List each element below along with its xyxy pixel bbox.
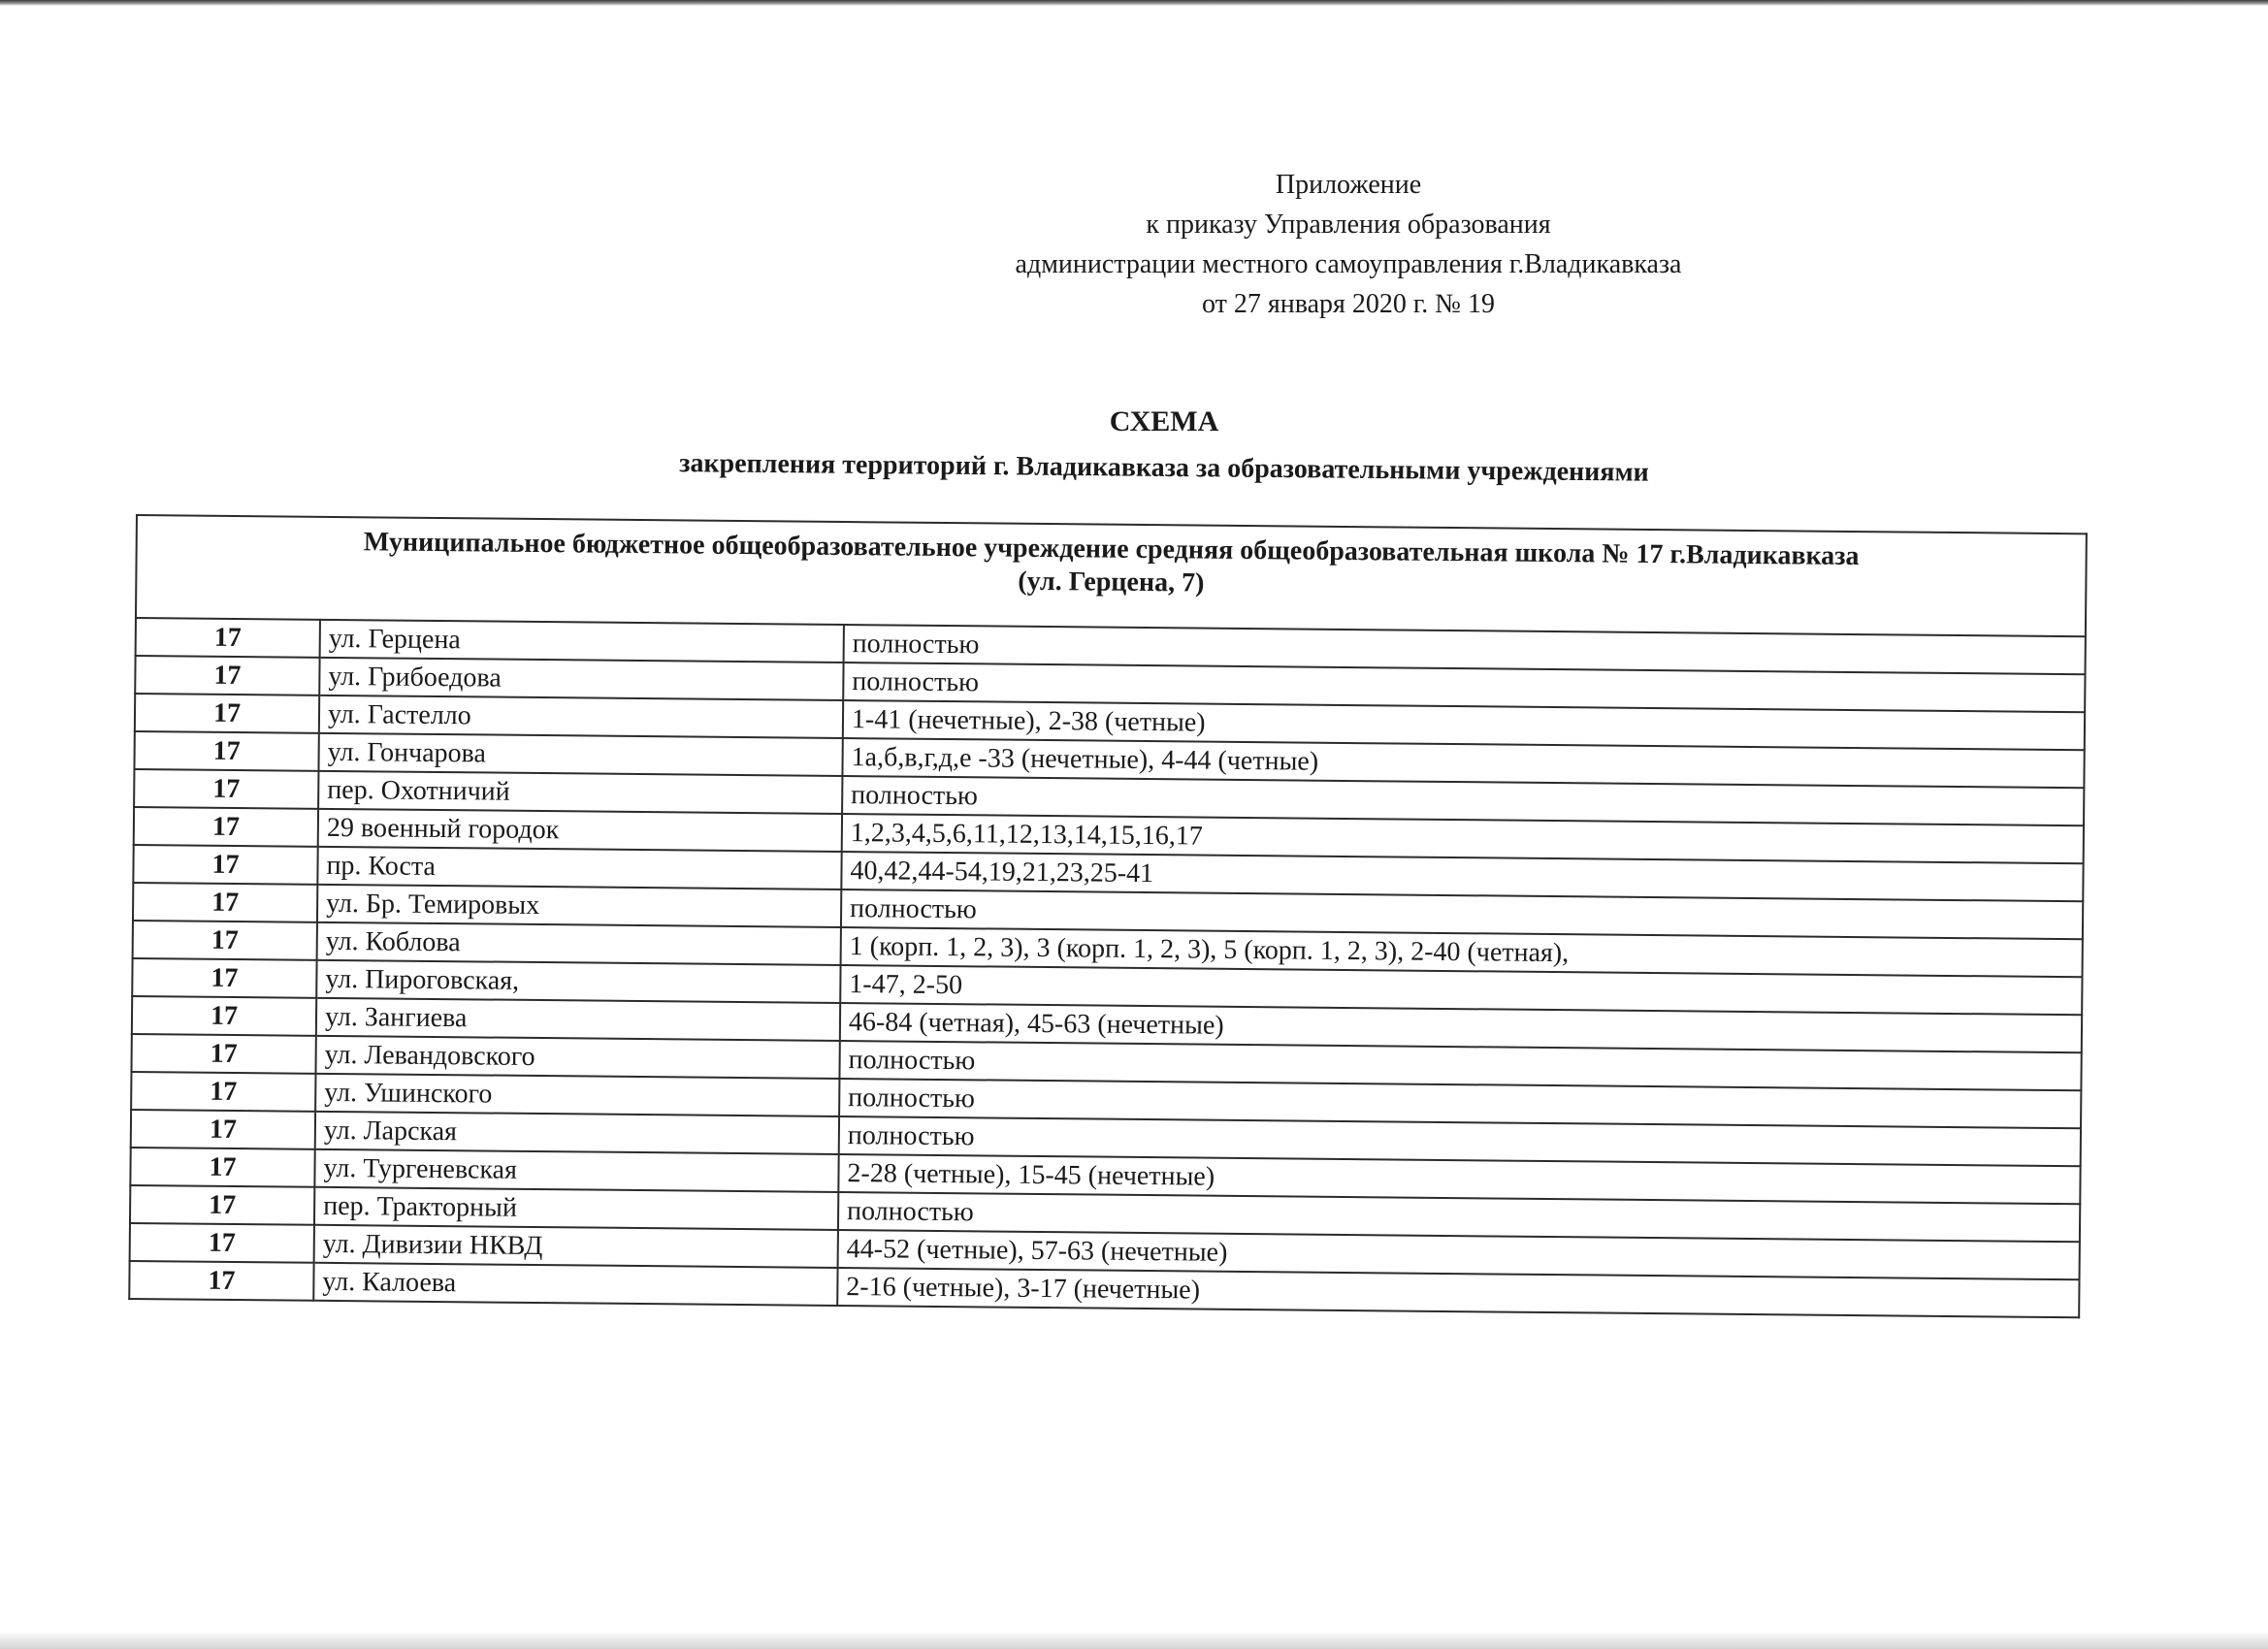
street-cell: ул. Левандовского <box>315 1036 839 1079</box>
school-number-cell: 17 <box>135 694 319 733</box>
houses-cell: 1 (корп. 1, 2, 3), 3 (корп. 1, 2, 3), 5 (корп. 1, 2, 3), 2-40 (четная), <box>841 927 2083 977</box>
appendix-line-3: администрации местного самоуправления г.Владикавказа <box>1015 249 1682 279</box>
school-number-cell: 17 <box>135 656 319 695</box>
houses-cell: 40,42,44-54,19,21,23,25-41 <box>841 852 2083 901</box>
houses-cell: 1-41 (нечетные), 2-38 (четные) <box>843 700 2085 750</box>
table-body <box>129 515 2087 1317</box>
street-cell: ул. Ушинского <box>315 1074 839 1116</box>
street-cell: ул. Зангиева <box>316 998 840 1041</box>
school-number-cell: 17 <box>129 1261 313 1301</box>
street-cell: ул. Гастелло <box>319 695 843 738</box>
territory-table <box>128 514 2088 1318</box>
houses-cell: 1а,б,в,г,д,е -33 (нечетные), 4-44 (четные) <box>842 738 2084 788</box>
scan-edge-top <box>0 0 2268 6</box>
school-number-cell: 17 <box>134 731 318 771</box>
appendix-line-4: от 27 января 2020 г. № 19 <box>1202 289 1495 319</box>
school-number-cell: 17 <box>132 996 316 1036</box>
table-header-row <box>136 515 2087 636</box>
houses-cell: 2-28 (четные), 15-45 (нечетные) <box>838 1154 2080 1204</box>
appendix-line-2: к приказу Управления образования <box>1146 210 1551 240</box>
school-name: Муниципальное бюджетное общеобразовательное учреждение средняя общеобразовательная школа № 17 г.Владикавказа <box>363 527 1860 572</box>
houses-cell: полностью <box>841 889 2083 939</box>
street-cell: пер. Тракторный <box>314 1187 838 1230</box>
appendix-block <box>563 165 2134 324</box>
houses-cell: полностью <box>842 776 2084 825</box>
school-number-cell: 17 <box>132 958 316 998</box>
school-header-cell <box>136 515 2087 636</box>
houses-cell: полностью <box>839 1041 2081 1090</box>
houses-cell: 44-52 (четные), 57-63 (нечетные) <box>838 1230 2080 1279</box>
street-cell: ул. Тургеневская <box>314 1149 838 1192</box>
street-cell: ул. Гончарова <box>318 733 842 776</box>
houses-cell: полностью <box>839 1079 2081 1128</box>
street-cell: ул. Ларская <box>315 1112 839 1154</box>
houses-cell: полностью <box>838 1192 2080 1242</box>
street-cell: пер. Охотничий <box>318 771 842 814</box>
street-cell: ул. Пироговская, <box>316 960 840 1003</box>
school-address: (ул. Герцена, 7) <box>1018 566 1205 598</box>
houses-cell: полностью <box>839 1116 2081 1166</box>
street-cell: ул. Бр. Темировых <box>317 885 841 927</box>
street-cell: ул. Грибоедова <box>319 658 843 700</box>
scheme-subtitle: закрепления территорий г. Владикавказа за образовательными учреждениями <box>679 448 1649 488</box>
houses-cell: 1,2,3,4,5,6,11,12,13,14,15,16,17 <box>842 814 2084 863</box>
school-number-cell: 17 <box>131 1072 315 1112</box>
school-number-cell: 17 <box>133 921 317 960</box>
houses-cell: 2-16 (четные), 3-17 (нечетные) <box>837 1268 2079 1317</box>
street-cell: ул. Калоева <box>313 1263 837 1306</box>
houses-cell: 46-84 (четная), 45-63 (нечетные) <box>840 1003 2082 1052</box>
school-number-cell: 17 <box>130 1185 314 1225</box>
houses-cell: полностью <box>843 663 2085 712</box>
street-cell: ул. Герцена <box>320 620 844 663</box>
school-number-cell: 17 <box>134 769 318 809</box>
school-number-cell: 17 <box>130 1148 314 1187</box>
scheme-title-block <box>369 403 1960 488</box>
school-number-cell: 17 <box>134 807 318 847</box>
table-container <box>128 514 2086 1318</box>
appendix-line-1: Приложение <box>1275 170 1422 200</box>
street-cell: 29 военный городок <box>318 809 842 852</box>
school-number-cell: 17 <box>136 618 320 658</box>
houses-cell: 1-47, 2-50 <box>840 965 2082 1015</box>
street-cell: пр. Коста <box>317 847 841 889</box>
school-number-cell: 17 <box>131 1110 315 1149</box>
school-number-cell: 17 <box>130 1223 314 1263</box>
scan-edge-bottom <box>0 1632 2268 1649</box>
street-cell: ул. Дивизии НКВД <box>314 1225 838 1268</box>
school-number-cell: 17 <box>133 883 317 922</box>
school-number-cell: 17 <box>133 845 317 885</box>
street-cell: ул. Коблова <box>317 922 841 965</box>
school-number-cell: 17 <box>131 1034 315 1074</box>
houses-cell: полностью <box>844 625 2086 674</box>
scheme-title: СХЕМА <box>1109 405 1219 437</box>
